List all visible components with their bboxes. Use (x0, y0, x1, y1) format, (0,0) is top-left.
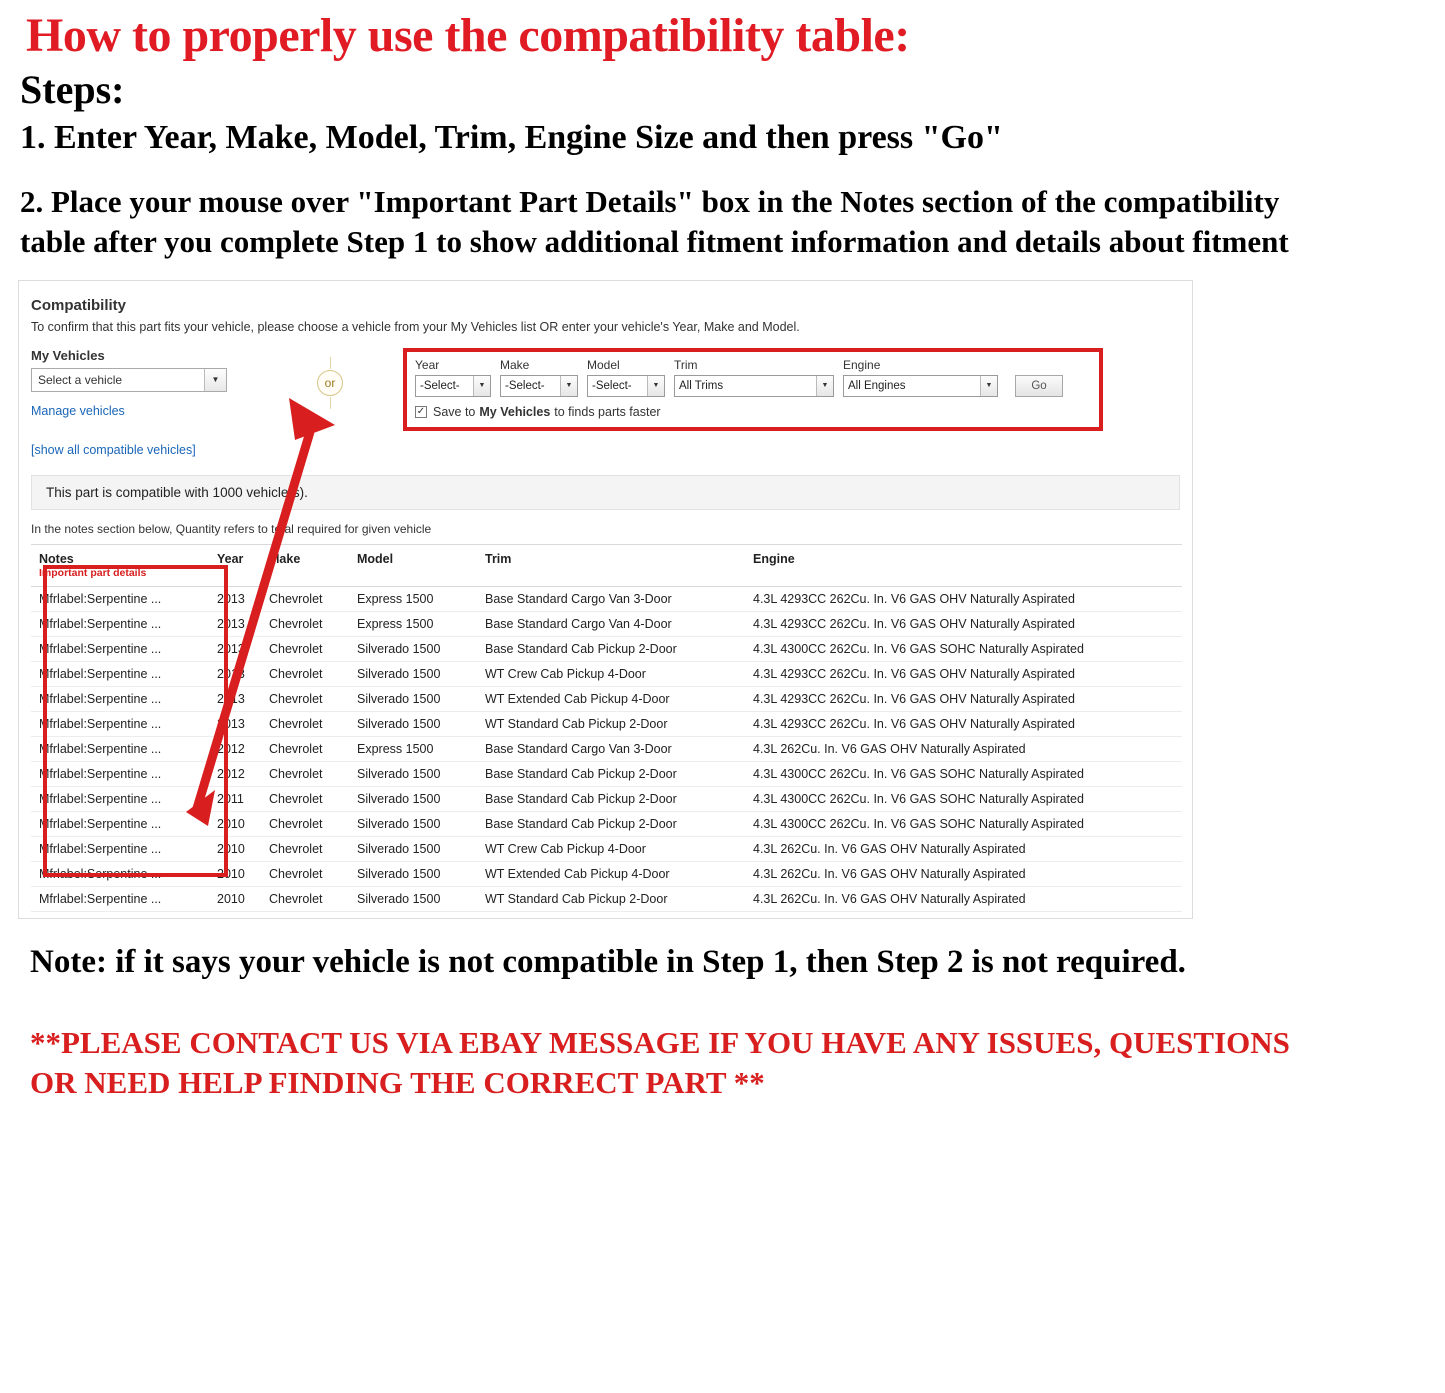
cell-model: Silverado 1500 (349, 686, 477, 711)
model-value: -Select- (592, 379, 632, 392)
cell-model: Silverado 1500 (349, 861, 477, 886)
cell-year: 2010 (209, 861, 261, 886)
cell-engine: 4.3L 4293CC 262Cu. In. V6 GAS OHV Naturally Aspirated (745, 711, 1182, 736)
cell-notes[interactable]: Mfrlabel:Serpentine ... (31, 861, 209, 886)
make-label: Make (500, 357, 530, 372)
cell-trim: WT Extended Cab Pickup 4-Door (477, 686, 745, 711)
model-select[interactable] (587, 375, 665, 397)
header-notes-sub: Important part details (39, 566, 147, 579)
cell-trim: WT Crew Cab Pickup 4-Door (477, 661, 745, 686)
table-row (31, 861, 1182, 886)
cell-make: Chevrolet (261, 661, 349, 686)
cell-trim: Base Standard Cargo Van 3-Door (477, 586, 745, 611)
table-header-row (31, 544, 1182, 586)
cell-engine: 4.3L 4293CC 262Cu. In. V6 GAS OHV Naturally Aspirated (745, 661, 1182, 686)
cell-year: 2013 (209, 636, 261, 661)
cell-year: 2011 (209, 786, 261, 811)
cell-model: Silverado 1500 (349, 836, 477, 861)
engine-label: Engine (843, 357, 881, 372)
cell-trim: Base Standard Cab Pickup 2-Door (477, 786, 745, 811)
trim-label: Trim (674, 357, 698, 372)
cell-engine: 4.3L 4293CC 262Cu. In. V6 GAS OHV Naturally Aspirated (745, 611, 1182, 636)
table-row (31, 611, 1182, 636)
cell-model: Express 1500 (349, 736, 477, 761)
cell-notes[interactable]: Mfrlabel:Serpentine ... (31, 761, 209, 786)
cell-engine: 4.3L 4300CC 262Cu. In. V6 GAS SOHC Naturally Aspirated (745, 786, 1182, 811)
cell-model: Express 1500 (349, 586, 477, 611)
cell-notes[interactable]: Mfrlabel:Serpentine ... (31, 736, 209, 761)
cell-model: Silverado 1500 (349, 661, 477, 686)
cell-make: Chevrolet (261, 886, 349, 911)
vehicle-selection-row (19, 348, 1192, 431)
cell-make: Chevrolet (261, 586, 349, 611)
header-trim: Trim (477, 544, 745, 586)
cell-make: Chevrolet (261, 811, 349, 836)
steps-label: Steps: (20, 66, 125, 112)
cell-make: Chevrolet (261, 736, 349, 761)
footer-note: Note: if it says your vehicle is not compatible in Step 1, then Step 2 is not required. (30, 943, 1186, 980)
or-separator: or (317, 370, 343, 396)
go-button[interactable]: Go (1015, 375, 1063, 397)
cell-make: Chevrolet (261, 786, 349, 811)
compatibility-title: Compatibility (31, 296, 127, 314)
cell-year: 2012 (209, 761, 261, 786)
header-notes (31, 544, 209, 586)
cell-engine: 4.3L 262Cu. In. V6 GAS OHV Naturally Aspirated (745, 861, 1182, 886)
chevron-down-icon: ▼ (816, 376, 833, 396)
cell-make: Chevrolet (261, 611, 349, 636)
cell-trim: Base Standard Cargo Van 4-Door (477, 611, 745, 636)
cell-model: Silverado 1500 (349, 886, 477, 911)
cell-model: Silverado 1500 (349, 786, 477, 811)
model-label: Model (587, 357, 620, 372)
header-model: Model (349, 544, 477, 586)
cell-notes[interactable]: Mfrlabel:Serpentine ... (31, 586, 209, 611)
make-field (500, 358, 578, 397)
cell-engine: 4.3L 262Cu. In. V6 GAS OHV Naturally Aspirated (745, 836, 1182, 861)
my-vehicles-label: My Vehicles (31, 347, 105, 363)
year-field (415, 358, 491, 397)
chevron-down-icon: ▼ (473, 376, 490, 396)
cell-notes[interactable]: Mfrlabel:Serpentine ... (31, 836, 209, 861)
year-value: -Select- (420, 379, 460, 392)
cell-trim: WT Crew Cab Pickup 4-Door (477, 836, 745, 861)
cell-engine: 4.3L 4300CC 262Cu. In. V6 GAS SOHC Naturally Aspirated (745, 761, 1182, 786)
save-text-bold: My Vehicles (479, 404, 551, 419)
cell-notes[interactable]: Mfrlabel:Serpentine ... (31, 611, 209, 636)
cell-notes[interactable]: Mfrlabel:Serpentine ... (31, 661, 209, 686)
cell-notes[interactable]: Mfrlabel:Serpentine ... (31, 786, 209, 811)
cell-model: Express 1500 (349, 611, 477, 636)
table-row (31, 811, 1182, 836)
table-row (31, 661, 1182, 686)
table-row (31, 711, 1182, 736)
cell-notes[interactable]: Mfrlabel:Serpentine ... (31, 636, 209, 661)
trim-value: All Trims (679, 379, 724, 392)
engine-select[interactable] (843, 375, 998, 397)
cell-trim: Base Standard Cab Pickup 2-Door (477, 636, 745, 661)
step-1-text: 1. Enter Year, Make, Model, Trim, Engine Size and then press "Go" (20, 118, 1003, 156)
table-row (31, 586, 1182, 611)
cell-trim: Base Standard Cab Pickup 2-Door (477, 811, 745, 836)
save-text-after: to finds parts faster (554, 404, 661, 419)
cell-make: Chevrolet (261, 686, 349, 711)
cell-make: Chevrolet (261, 636, 349, 661)
cell-trim: Base Standard Cab Pickup 2-Door (477, 761, 745, 786)
cell-notes[interactable]: Mfrlabel:Serpentine ... (31, 711, 209, 736)
table-row (31, 886, 1182, 911)
cell-make: Chevrolet (261, 861, 349, 886)
header-engine: Engine (745, 544, 1182, 586)
table-row (31, 761, 1182, 786)
model-field (587, 358, 665, 397)
manage-vehicles-link[interactable]: Manage vehicles (31, 403, 125, 418)
engine-field (843, 358, 998, 397)
header-year: Year (209, 544, 261, 586)
table-body (31, 586, 1182, 911)
cell-trim: WT Standard Cab Pickup 2-Door (477, 886, 745, 911)
page-title: How to properly use the compatibility table: (26, 9, 910, 62)
cell-trim: WT Standard Cab Pickup 2-Door (477, 711, 745, 736)
year-label: Year (415, 357, 440, 372)
my-vehicles-value: Select a vehicle (38, 372, 123, 387)
table-row (31, 686, 1182, 711)
compatibility-subtitle: To confirm that this part fits your vehicle, please choose a vehicle from your My Vehicles list OR enter your vehicle's Year, Make and Model. (31, 319, 800, 334)
make-value: -Select- (505, 379, 545, 392)
cell-notes[interactable]: Mfrlabel:Serpentine ... (31, 811, 209, 836)
cell-year: 2010 (209, 811, 261, 836)
my-vehicles-section (31, 348, 281, 420)
cell-model: Silverado 1500 (349, 711, 477, 736)
table-row (31, 836, 1182, 861)
save-checkbox[interactable]: ✓ (416, 405, 426, 417)
cell-model: Silverado 1500 (349, 811, 477, 836)
table-row (31, 786, 1182, 811)
table-row (31, 636, 1182, 661)
cell-engine: 4.3L 4293CC 262Cu. In. V6 GAS OHV Naturally Aspirated (745, 586, 1182, 611)
cell-engine: 4.3L 262Cu. In. V6 GAS OHV Naturally Aspirated (745, 886, 1182, 911)
cell-year: 2010 (209, 886, 261, 911)
compatible-count-banner: This part is compatible with 1000 vehicle(s). (31, 475, 1180, 510)
cell-year: 2013 (209, 611, 261, 636)
chevron-down-icon: ▼ (647, 376, 664, 396)
footer-contact: **PLEASE CONTACT US VIA EBAY MESSAGE IF YOU HAVE ANY ISSUES, QUESTIONS OR NEED HELP FINDING THE CORRECT PART ** (30, 1024, 1290, 1101)
cell-year: 2013 (209, 661, 261, 686)
header-make: Make (261, 544, 349, 586)
header-notes-label: Notes (39, 551, 74, 566)
compatibility-table (31, 544, 1182, 912)
step-2-text: 2. Place your mouse over "Important Part Details" box in the Notes section of the compatibility table after you complete Step 1 to show additional fitment information and details about fitment (20, 184, 1289, 260)
chevron-down-icon: ▼ (980, 376, 997, 396)
cell-engine: 4.3L 4300CC 262Cu. In. V6 GAS SOHC Naturally Aspirated (745, 636, 1182, 661)
notes-quantity-hint: In the notes section below, Quantity refers to total required for given vehicle (31, 521, 432, 536)
chevron-down-icon: ▼ (560, 376, 577, 396)
table-row (31, 736, 1182, 761)
cell-trim: Base Standard Cargo Van 3-Door (477, 736, 745, 761)
cell-notes[interactable]: Mfrlabel:Serpentine ... (31, 686, 209, 711)
cell-year: 2013 (209, 686, 261, 711)
cell-make: Chevrolet (261, 836, 349, 861)
cell-notes[interactable]: Mfrlabel:Serpentine ... (31, 886, 209, 911)
cell-make: Chevrolet (261, 711, 349, 736)
cell-make: Chevrolet (261, 761, 349, 786)
cell-engine: 4.3L 262Cu. In. V6 GAS OHV Naturally Aspirated (745, 736, 1182, 761)
my-vehicles-select[interactable] (31, 368, 227, 392)
make-select[interactable] (500, 375, 578, 397)
save-to-my-vehicles-row (415, 405, 1091, 419)
vehicle-fields-row (415, 358, 1091, 397)
trim-select[interactable] (674, 375, 834, 397)
cell-year: 2012 (209, 736, 261, 761)
vehicle-search-form (403, 348, 1103, 431)
trim-field (674, 358, 834, 397)
cell-model: Silverado 1500 (349, 761, 477, 786)
cell-year: 2013 (209, 586, 261, 611)
cell-engine: 4.3L 4293CC 262Cu. In. V6 GAS OHV Naturally Aspirated (745, 686, 1182, 711)
cell-year: 2013 (209, 711, 261, 736)
year-select[interactable] (415, 375, 491, 397)
show-all-compatible-vehicles-link[interactable]: [show all compatible vehicles] (31, 442, 196, 457)
save-text-before: Save to (433, 404, 476, 419)
engine-value: All Engines (848, 379, 906, 392)
cell-model: Silverado 1500 (349, 636, 477, 661)
compatibility-panel (18, 280, 1193, 919)
cell-engine: 4.3L 4300CC 262Cu. In. V6 GAS SOHC Naturally Aspirated (745, 811, 1182, 836)
cell-trim: WT Extended Cab Pickup 4-Door (477, 861, 745, 886)
cell-year: 2010 (209, 836, 261, 861)
chevron-down-icon: ▼ (204, 369, 226, 391)
